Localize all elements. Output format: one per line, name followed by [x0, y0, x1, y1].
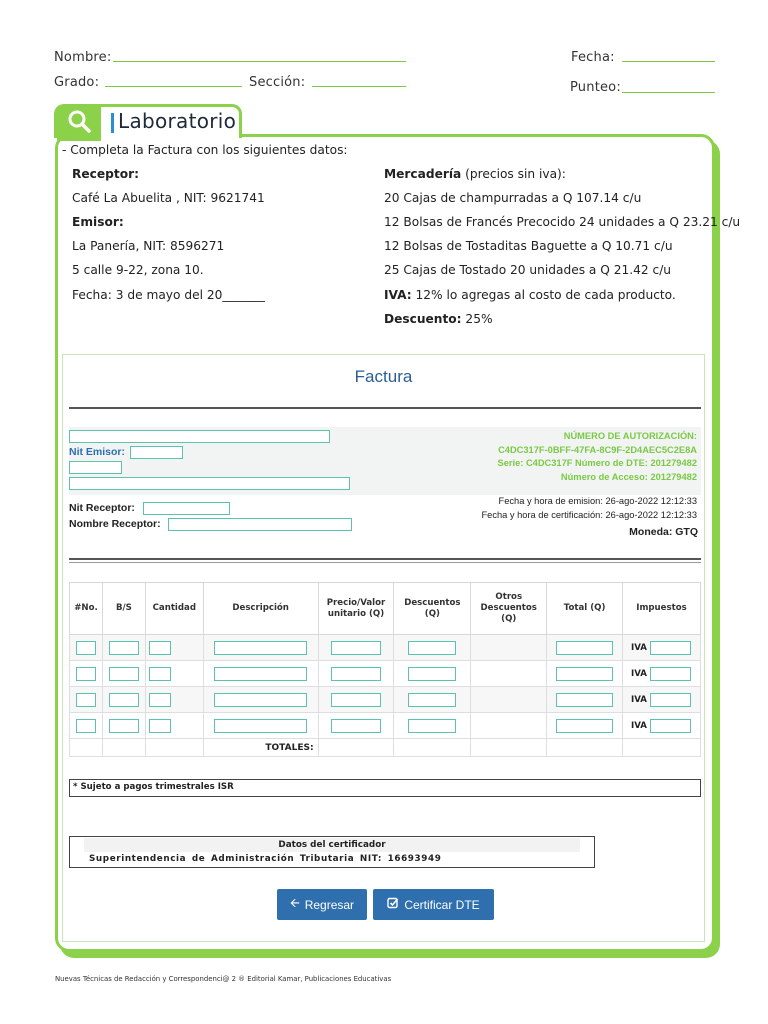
mercaderia-heading: Mercadería (precios sin iva):: [384, 167, 566, 181]
factura-panel: [62, 354, 705, 942]
nit-receptor-label: Nit Receptor:: [69, 502, 135, 514]
certificador-box: [69, 836, 595, 868]
descuento-instruction: Descuento: 25%: [384, 312, 493, 326]
descripcion-input[interactable]: [214, 719, 307, 733]
arrow-left-icon: 🡨: [289, 896, 300, 910]
emisor-label: Emisor:: [72, 215, 124, 229]
emision-datetime: Fecha y hora de emision: 26-ago-2022 12:12:33: [498, 496, 697, 506]
authorization-block: [498, 430, 697, 484]
table-header: [70, 583, 701, 635]
lab-title: Laboratorio: [118, 109, 237, 133]
col-header: Otros Descuentos (Q): [471, 583, 547, 635]
nombre-receptor-label: Nombre Receptor:: [69, 518, 161, 530]
impuesto-input[interactable]: [650, 693, 691, 707]
certificar-button[interactable]: [373, 889, 494, 920]
receptor-value: Café La Abuelita , NIT: 9621741: [72, 191, 265, 205]
title-accent-bar: [111, 113, 114, 133]
emisor-address: 5 calle 9-22, zona 10.: [72, 263, 204, 277]
merch-item: 12 Bolsas de Tostaditas Baguette a Q 10.71 c/u: [384, 239, 673, 253]
no-input[interactable]: [76, 719, 96, 733]
lab-tab: [54, 104, 242, 138]
iva-tag: IVA: [631, 720, 647, 731]
col-header: Impuestos: [623, 583, 701, 635]
totales-label: TOTALES:: [203, 739, 318, 757]
emisor-extra-input[interactable]: [69, 461, 122, 474]
bs-input[interactable]: [109, 641, 139, 655]
certificador-body: Superintendencia de Administración Tributaria NIT: 16693949: [89, 854, 442, 864]
cantidad-input[interactable]: [149, 693, 171, 707]
no-input[interactable]: [76, 667, 96, 681]
descripcion-input[interactable]: [214, 693, 307, 707]
merch-item: 25 Cajas de Tostado 20 unidades a Q 21.42 c/u: [384, 263, 672, 277]
merch-item: 12 Bolsas de Francés Precocido 24 unidades a Q 23.21 c/u: [384, 215, 741, 229]
iva-instruction: IVA: 12% lo agregas al costo de cada producto.: [384, 288, 676, 302]
nombre-receptor-input[interactable]: [168, 518, 352, 531]
bs-input[interactable]: [109, 719, 139, 733]
precio-input[interactable]: [331, 641, 381, 655]
total-input[interactable]: [556, 719, 613, 733]
descripcion-input[interactable]: [214, 667, 307, 681]
seccion-field[interactable]: [312, 86, 406, 87]
page-footer: Nuevas Técnicas de Redacción y Correspondenci@ 2 ® Editorial Kamar, Publicaciones Educativas: [55, 975, 392, 983]
auth-line: NÚMERO DE AUTORIZACIÓN:: [563, 431, 697, 441]
divider: [69, 407, 701, 409]
col-header: B/S: [102, 583, 145, 635]
nombre-field[interactable]: [113, 61, 406, 62]
cantidad-input[interactable]: [149, 667, 171, 681]
nit-emisor-input[interactable]: [130, 446, 183, 459]
descuento-input[interactable]: [408, 693, 456, 707]
emisor-name: La Panería, NIT: 8596271: [72, 239, 225, 253]
nit-emisor-label: Nit Emisor:: [69, 446, 126, 458]
magnifier-icon: [57, 104, 101, 141]
col-header: #No.: [70, 583, 103, 635]
table-row: [70, 635, 701, 661]
col-header: Descripción: [203, 583, 318, 635]
auth-line: C4DC317F-0BFF-47FA-8C9F-2D4AEC5C2E8A: [498, 444, 697, 455]
descripcion-input[interactable]: [214, 641, 307, 655]
iva-tag: IVA: [631, 642, 647, 653]
punteo-label: Punteo:: [570, 80, 621, 95]
descuento-input[interactable]: [408, 667, 456, 681]
moneda: Moneda: GTQ: [629, 526, 698, 538]
descuento-input[interactable]: [408, 719, 456, 733]
totals-row: [70, 739, 701, 757]
instructions-intro: - Completa la Factura con los siguientes datos:: [62, 143, 348, 157]
total-input[interactable]: [556, 667, 613, 681]
table-row: [70, 713, 701, 739]
merch-item: 20 Cajas de champurradas a Q 107.14 c/u: [384, 191, 642, 205]
regresar-button[interactable]: [277, 889, 367, 920]
emisor-date: Fecha: 3 de mayo del 20_______: [72, 288, 265, 302]
nit-receptor-input[interactable]: [143, 502, 230, 515]
col-header: Total (Q): [547, 583, 623, 635]
total-input[interactable]: [556, 693, 613, 707]
auth-line: Serie: C4DC317F Número de DTE: 201279482: [497, 458, 697, 468]
descuento-input[interactable]: [408, 641, 456, 655]
fecha-field[interactable]: [622, 61, 715, 62]
precio-input[interactable]: [331, 667, 381, 681]
iva-tag: IVA: [631, 694, 647, 705]
grado-label: Grado:: [54, 75, 100, 90]
items-table: [69, 582, 701, 757]
regresar-label: Regresar: [304, 897, 355, 912]
col-header: Cantidad: [145, 583, 203, 635]
table-row: [70, 687, 701, 713]
impuesto-input[interactable]: [650, 667, 691, 681]
precio-input[interactable]: [331, 693, 381, 707]
emisor-name-input[interactable]: [69, 430, 330, 443]
divider-double: [69, 558, 701, 563]
dates-block: [481, 495, 697, 522]
grado-field[interactable]: [105, 86, 242, 87]
certificar-label: Certificar DTE: [404, 897, 480, 912]
check-square-icon: [387, 897, 399, 912]
seccion-label: Sección:: [249, 75, 306, 90]
precio-input[interactable]: [331, 719, 381, 733]
receptor-label: Receptor:: [72, 167, 139, 181]
certificacion-datetime: Fecha y hora de certificación: 26-ago-2022 12:12:33: [481, 509, 697, 520]
auth-line: Número de Acceso: 201279482: [560, 471, 697, 482]
table-row: [70, 661, 701, 687]
punteo-field[interactable]: [622, 92, 715, 93]
fecha-label: Fecha:: [571, 50, 615, 65]
iva-tag: IVA: [631, 668, 647, 679]
certificador-title: Datos del certificador: [84, 838, 580, 852]
cantidad-input[interactable]: [149, 641, 171, 655]
nombre-label: Nombre:: [54, 50, 112, 65]
col-header: Precio/Valor unitario (Q): [318, 583, 394, 635]
factura-title: Factura: [354, 367, 413, 386]
bs-input[interactable]: [109, 693, 139, 707]
cantidad-input[interactable]: [149, 719, 171, 733]
isr-note: * Sujeto a pagos trimestrales ISR: [69, 779, 701, 797]
total-input[interactable]: [556, 641, 613, 655]
bs-input[interactable]: [109, 667, 139, 681]
impuesto-input[interactable]: [650, 641, 691, 655]
no-input[interactable]: [76, 641, 96, 655]
impuesto-input[interactable]: [650, 719, 691, 733]
no-input[interactable]: [76, 693, 96, 707]
emisor-address-input[interactable]: [69, 477, 350, 490]
col-header: Descuentos (Q): [394, 583, 471, 635]
